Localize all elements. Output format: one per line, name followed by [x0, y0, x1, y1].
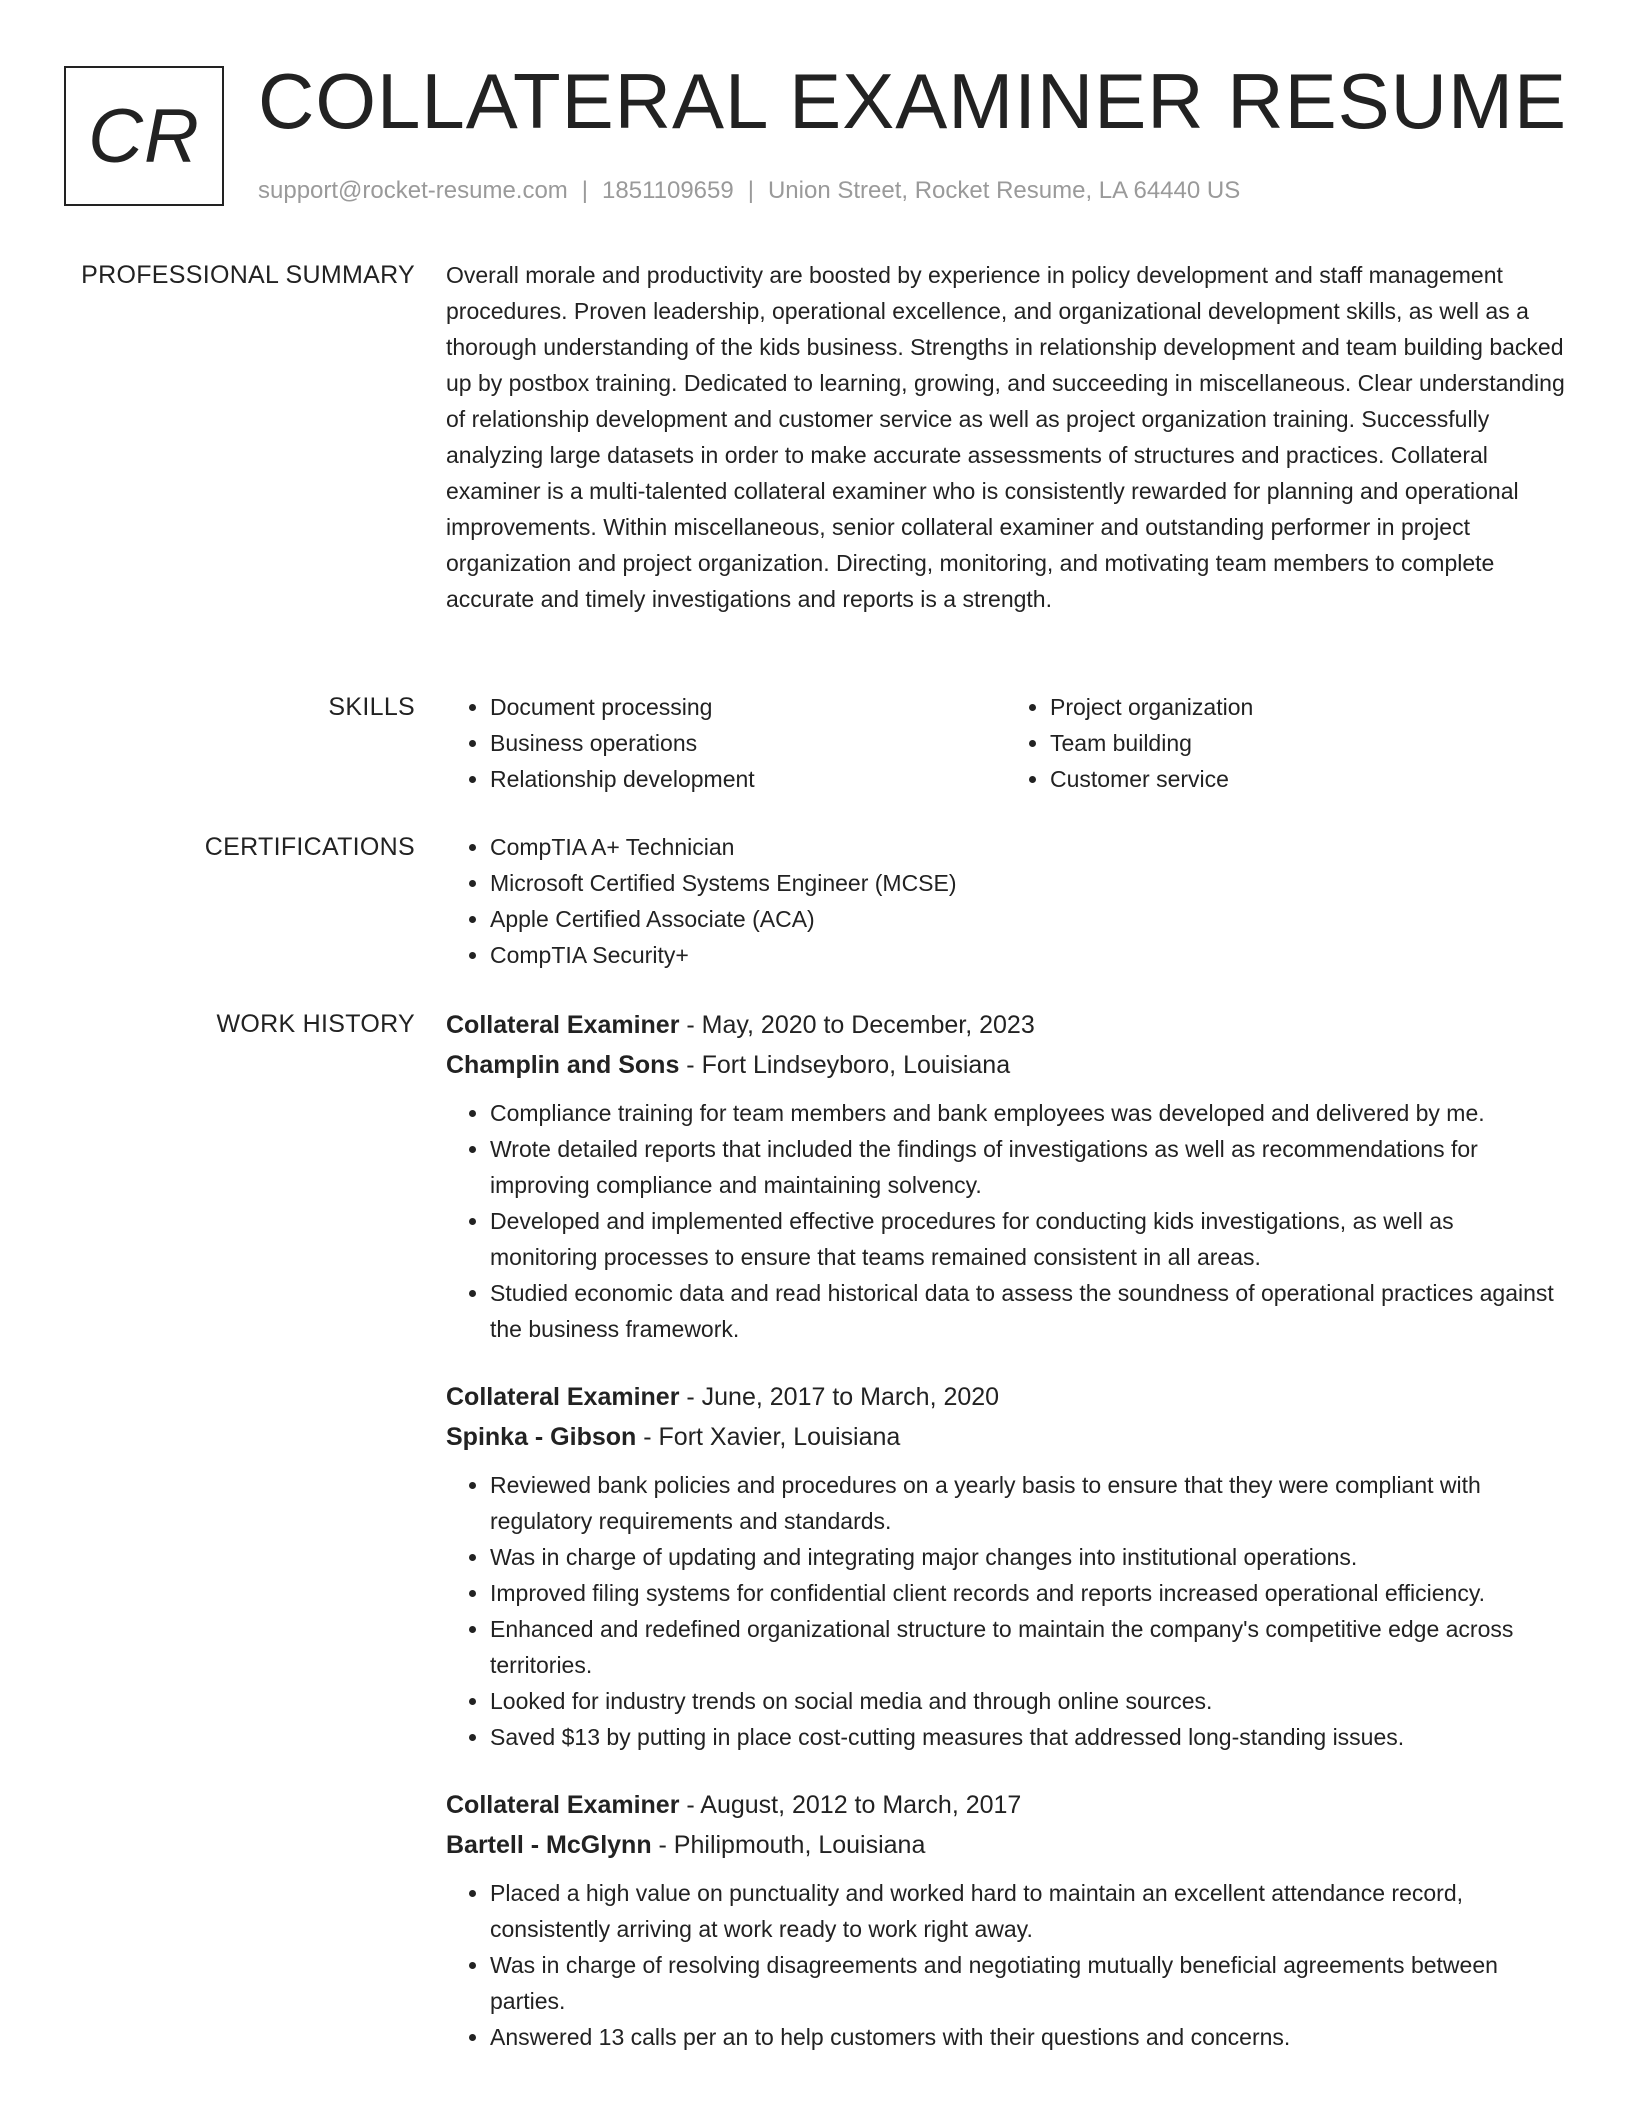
certifications-body	[446, 829, 1566, 973]
job-bullet: • Studied economic data and read historical data to assess the soundness of operational practices against the business framework.	[490, 1275, 1566, 1347]
job-bullet: • Was in charge of updating and integrating major changes into institutional operations.	[490, 1539, 1566, 1575]
section-label-summary: PROFESSIONAL SUMMARY	[81, 261, 415, 289]
summary-body	[446, 257, 1566, 617]
job-bullet: • Developed and implemented effective procedures for conducting kids investigations, as well as monitoring processes to ensure that teams remained consistent in all areas.	[490, 1203, 1566, 1275]
skill-item: • Business operations	[490, 725, 1006, 761]
skill-item: • Customer service	[1050, 761, 1566, 797]
monogram-box	[64, 66, 224, 206]
contact-separator: |	[581, 177, 589, 204]
job-title: Collateral Examiner	[446, 1791, 680, 1819]
job-bullet: • Looked for industry trends on social media and through online sources.	[490, 1683, 1566, 1719]
contact-address: Union Street, Rocket Resume, LA 64440 US	[767, 177, 1241, 204]
job-bullet: • Enhanced and redefined organizational structure to maintain the company's competitive edge across territories.	[490, 1611, 1566, 1683]
certification-item: • Apple Certified Associate (ACA)	[490, 901, 1566, 937]
certifications-list	[446, 829, 1566, 973]
work-history-body	[446, 1005, 1566, 2085]
job-company-line	[446, 1825, 1566, 1865]
job-bullets	[446, 1467, 1566, 1755]
resume-title: COLLATERAL EXAMINER RESUME	[258, 57, 1567, 145]
skills-grid	[446, 689, 1566, 797]
skill-item: • Team building	[1050, 725, 1566, 761]
job-bullet: • Wrote detailed reports that included the findings of investigations as well as recommendations for improving compliance and maintaining solvency.	[490, 1131, 1566, 1203]
job-bullet: • Answered 13 calls per an to help customers with their questions and concerns.	[490, 2019, 1566, 2055]
job-bullet: • Improved filing systems for confidential client records and reports increased operational efficiency.	[490, 1575, 1566, 1611]
job-entry	[446, 1377, 1566, 1755]
contact-separator: |	[747, 177, 754, 204]
job-title-line	[446, 1785, 1566, 1825]
section-label-skills: SKILLS	[328, 693, 415, 721]
skill-item: • Relationship development	[490, 761, 1006, 797]
contact-line	[258, 176, 1240, 206]
skills-list-left	[446, 689, 1006, 797]
job-bullet: • Was in charge of resolving disagreements and negotiating mutually beneficial agreements between parties.	[490, 1947, 1566, 2019]
job-bullet: • Saved $13 by putting in place cost-cutting measures that addressed long-standing issues.	[490, 1719, 1566, 1755]
job-dates: - August, 2012 to March, 2017	[679, 1791, 1022, 1819]
job-title-line	[446, 1377, 1566, 1417]
job-bullets	[446, 1875, 1566, 2055]
job-bullet: • Reviewed bank policies and procedures on a yearly basis to ensure that they were compliant with regulatory requirements and standards.	[490, 1467, 1566, 1539]
job-company: Bartell - McGlynn	[446, 1831, 652, 1859]
job-location: - Fort Xavier, Louisiana	[636, 1423, 901, 1451]
job-company: Spinka - Gibson	[446, 1423, 637, 1451]
job-title-line	[446, 1005, 1566, 1045]
certification-item: • CompTIA Security+	[490, 937, 1566, 973]
contact-email: support@rocket-resume.com	[258, 177, 568, 204]
job-bullet: • Placed a high value on punctuality and worked hard to maintain an excellent attendance record, consistently arriving at work ready to work right away.	[490, 1875, 1566, 1947]
job-company-line	[446, 1045, 1566, 1085]
job-entry	[446, 1005, 1566, 1347]
job-bullets	[446, 1095, 1566, 1347]
monogram-initials: CR	[88, 93, 200, 179]
summary-text: Overall morale and productivity are boosted by experience in policy development and staff management procedures. Proven leadership, operational excellence, and organizational development skills, as well as a thorough understanding of the kids business. Strengths in relationship development and team building backed up by postbox training. Dedicated to learning, growing, and succeeding in miscellaneous. Clear understanding of relationship development and customer service as well as project organization training. Successfully analyzing large datasets in order to make accurate assessments of structures and practices. Collateral examiner is a multi-talented collateral examiner who is consistently rewarded for planning and operational improvements. Within miscellaneous, senior collateral examiner and outstanding performer in project organization and project organization. Directing, monitoring, and motivating team members to complete accurate and timely investigations and reports is a strength.	[446, 262, 1565, 612]
job-location: - Philipmouth, Louisiana	[651, 1831, 926, 1859]
job-company-line	[446, 1417, 1566, 1457]
skills-list-right	[1006, 689, 1566, 797]
job-company: Champlin and Sons	[446, 1051, 680, 1079]
certification-item: • Microsoft Certified Systems Engineer (MCSE)	[490, 865, 1566, 901]
job-dates: - June, 2017 to March, 2020	[679, 1383, 1000, 1411]
section-label-certifications: CERTIFICATIONS	[204, 833, 415, 861]
job-bullet: • Compliance training for team members and bank employees was developed and delivered by me.	[490, 1095, 1566, 1131]
job-entry	[446, 1785, 1566, 2055]
contact-phone: 1851109659	[602, 177, 734, 204]
job-dates: - May, 2020 to December, 2023	[679, 1011, 1035, 1039]
certification-item: • CompTIA A+ Technician	[490, 829, 1566, 865]
skill-item: • Project organization	[1050, 689, 1566, 725]
job-location: - Fort Lindseyboro, Louisiana	[679, 1051, 1011, 1079]
job-title: Collateral Examiner	[446, 1383, 680, 1411]
job-title: Collateral Examiner	[446, 1011, 680, 1039]
section-label-work-history: WORK HISTORY	[216, 1010, 415, 1038]
skill-item: • Document processing	[490, 689, 1006, 725]
